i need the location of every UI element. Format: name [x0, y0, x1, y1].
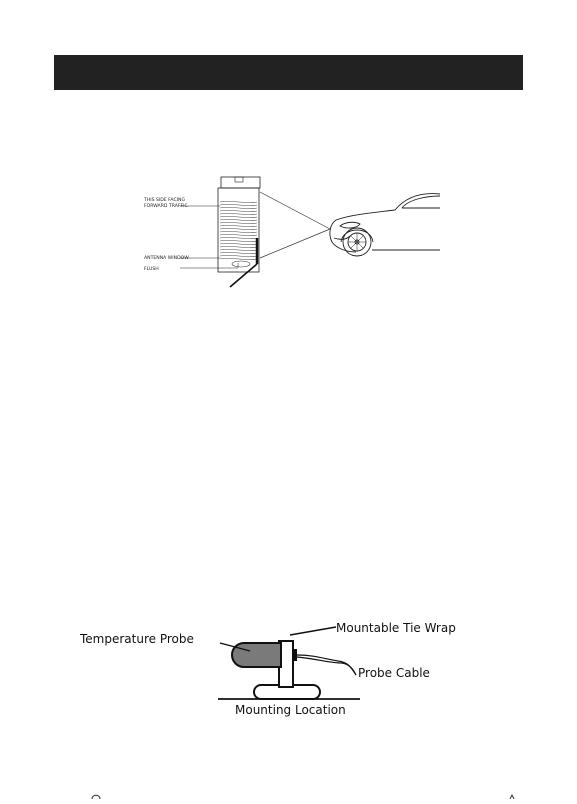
probe-collar	[292, 649, 297, 661]
sensor-rib	[220, 204, 257, 205]
sensor-rib	[220, 225, 257, 226]
label-probe-cable: Probe Cable	[358, 666, 430, 680]
sensor-rib	[220, 258, 257, 259]
sensor-rib	[220, 210, 257, 211]
sensor-rib	[220, 207, 257, 208]
sensor-rib	[220, 216, 257, 217]
section-header-bar	[54, 55, 523, 90]
label-facing-line1: THIS SIDE FACING	[144, 198, 186, 203]
sensor-rib	[220, 231, 257, 232]
sensor-rib	[220, 222, 257, 223]
radar-sensor-diagram	[140, 172, 440, 292]
label-mounting-location: Mounting Location	[235, 703, 346, 717]
radar-beam-lines	[260, 192, 330, 258]
probe-diagram-svg	[80, 615, 480, 720]
sensor-rib	[220, 234, 257, 235]
sensor-rib	[220, 213, 257, 214]
sensor-rib	[220, 249, 257, 250]
label-temperature-probe: Temperature Probe	[80, 632, 194, 646]
sensor-rib	[220, 252, 257, 253]
sensor-rib	[220, 201, 257, 202]
page-footer-fragment	[0, 786, 577, 793]
sensor-rib	[220, 246, 257, 247]
label-flush: FLUSH	[144, 267, 159, 272]
sensor-rib	[220, 240, 257, 241]
probe-body	[232, 643, 281, 667]
sensor-rib	[220, 228, 257, 229]
sensor-rib	[220, 255, 257, 256]
label-facing-line2: FORWARD TRAFFIC	[144, 204, 188, 209]
car-illustration	[330, 194, 440, 256]
sensor-rib	[220, 243, 257, 244]
temperature-probe-diagram	[80, 615, 480, 720]
radar-diagram-svg	[140, 172, 440, 292]
label-mountable-tie-wrap: Mountable Tie Wrap	[336, 621, 456, 635]
radar-sensor-illustration	[218, 177, 260, 287]
label-antenna-window: ANTENNA WINDOW	[144, 256, 189, 261]
sensor-rib	[220, 237, 257, 238]
sensor-rib	[220, 219, 257, 220]
